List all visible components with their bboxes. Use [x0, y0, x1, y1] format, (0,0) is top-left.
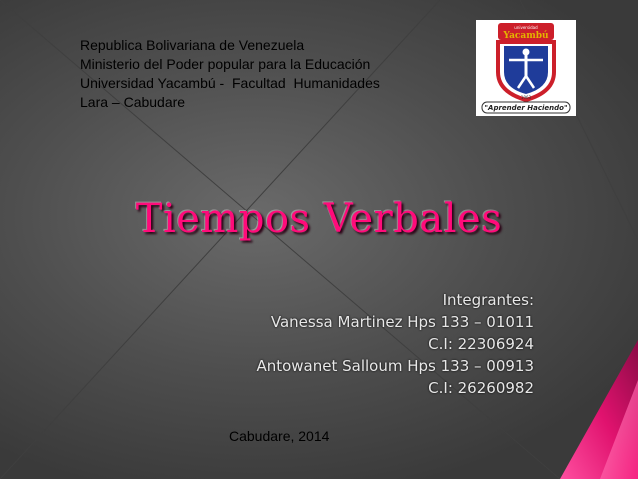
members-heading: Integrantes: [442, 291, 534, 309]
footer-place-date: Cabudare, 2014 [229, 428, 330, 444]
member-2-id: C.I: 26260982 [428, 379, 534, 397]
header-line-republic: Republica Bolivariana de Venezuela [80, 37, 305, 53]
logo-year-text: 1963 [520, 95, 532, 100]
slide-title: Tiempos Verbales [135, 196, 503, 242]
header-line-location: Lara – Cabudare [80, 94, 186, 110]
header-line-ministry: Ministerio del Poder popular para la Educación [80, 56, 371, 72]
member-1-name: Vanessa Martinez Hps 133 – 01011 [270, 313, 534, 331]
logo-top-text: universidad [514, 25, 538, 30]
header-line-university: Universidad Yacambú - Facultad Humanidades [80, 75, 380, 91]
member-2-name: Antowanet Salloum Hps 133 – 00913 [256, 357, 534, 375]
logo-name-text: Yacambú [503, 31, 549, 41]
logo-motto-text: "Aprender Haciendo" [484, 104, 568, 112]
member-1-id: C.I: 22306924 [428, 335, 534, 353]
